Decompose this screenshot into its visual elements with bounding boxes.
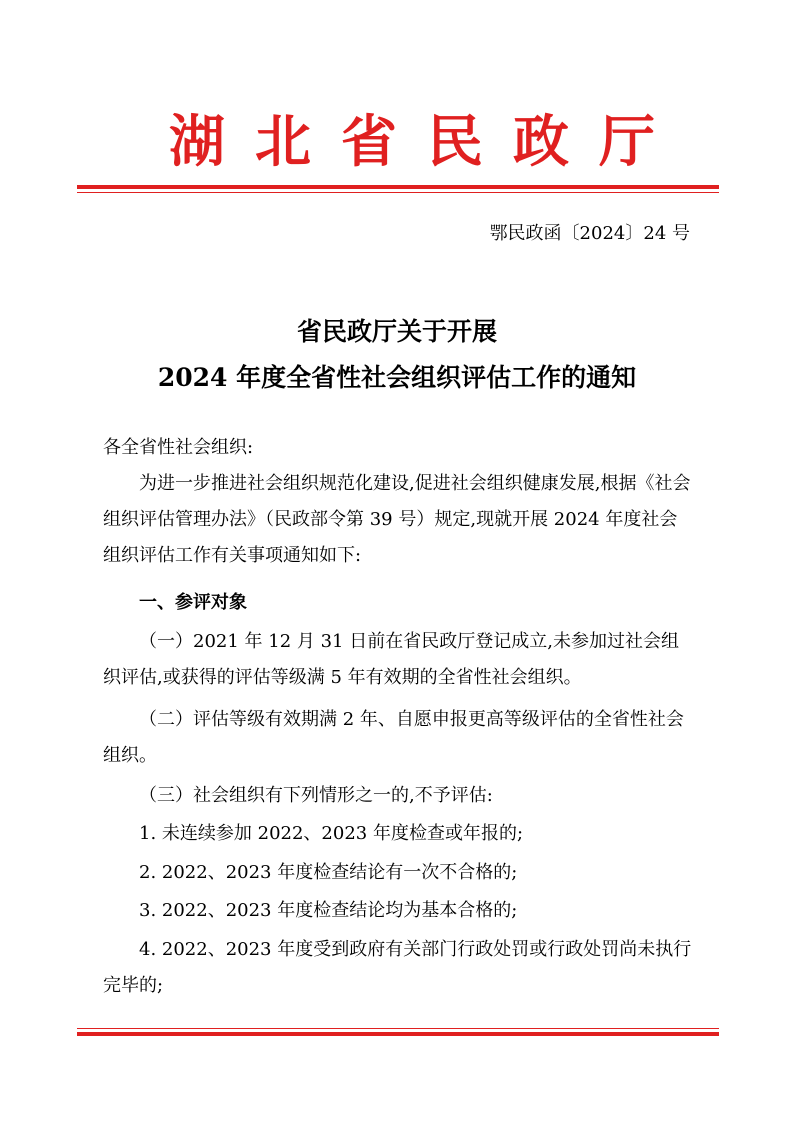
- section-heading-participants: 一、参评对象: [139, 592, 247, 613]
- footer-rule-thick: [77, 1032, 719, 1036]
- sub-item-1: 1. 未连续参加 2022、2023 年度检查或年报的;: [139, 823, 524, 844]
- header-rule-thick: [77, 185, 719, 189]
- sub-item-4: 4. 2022、2023 年度受到政府有关部门行政处罚或行政处罚尚未执行完毕的;: [103, 939, 692, 996]
- header-rule-thin: [77, 192, 719, 193]
- sub-item-2: 2. 2022、2023 年度检查结论有一次不合格的;: [139, 862, 518, 883]
- footer-rule-thin: [77, 1028, 719, 1029]
- document-number: 鄂民政函〔2024〕24 号: [489, 223, 690, 244]
- intro-paragraph: 为进一步推进社会组织规范化建设,促进社会组织健康发展,根据《社会组织评估管理办法》（民政部令第 39 号）规定,现就开展 2024 年度社会组织评估工作有关事项通知如下:: [103, 473, 691, 566]
- agency-masthead: 湖北省民政厅: [169, 110, 685, 175]
- salutation: 各全省性社会组织:: [103, 437, 254, 458]
- document-title-line-1: 省民政厅关于开展: [296, 317, 497, 346]
- document-title-line-2: 2024 年度全省性社会组织评估工作的通知: [157, 363, 637, 392]
- item-1: （一）2021 年 12 月 31 日前在省民政厅登记成立,未参加过社会组织评估,或获得的评估等级满 5 年有效期的全省性社会组织。: [103, 631, 679, 688]
- item-2: （二）评估等级有效期满 2 年、自愿申报更高等级评估的全省性社会组织。: [103, 709, 684, 766]
- sub-item-3: 3. 2022、2023 年度检查结论均为基本合格的;: [139, 900, 518, 921]
- item-3: （三）社会组织有下列情形之一的,不予评估:: [139, 785, 493, 806]
